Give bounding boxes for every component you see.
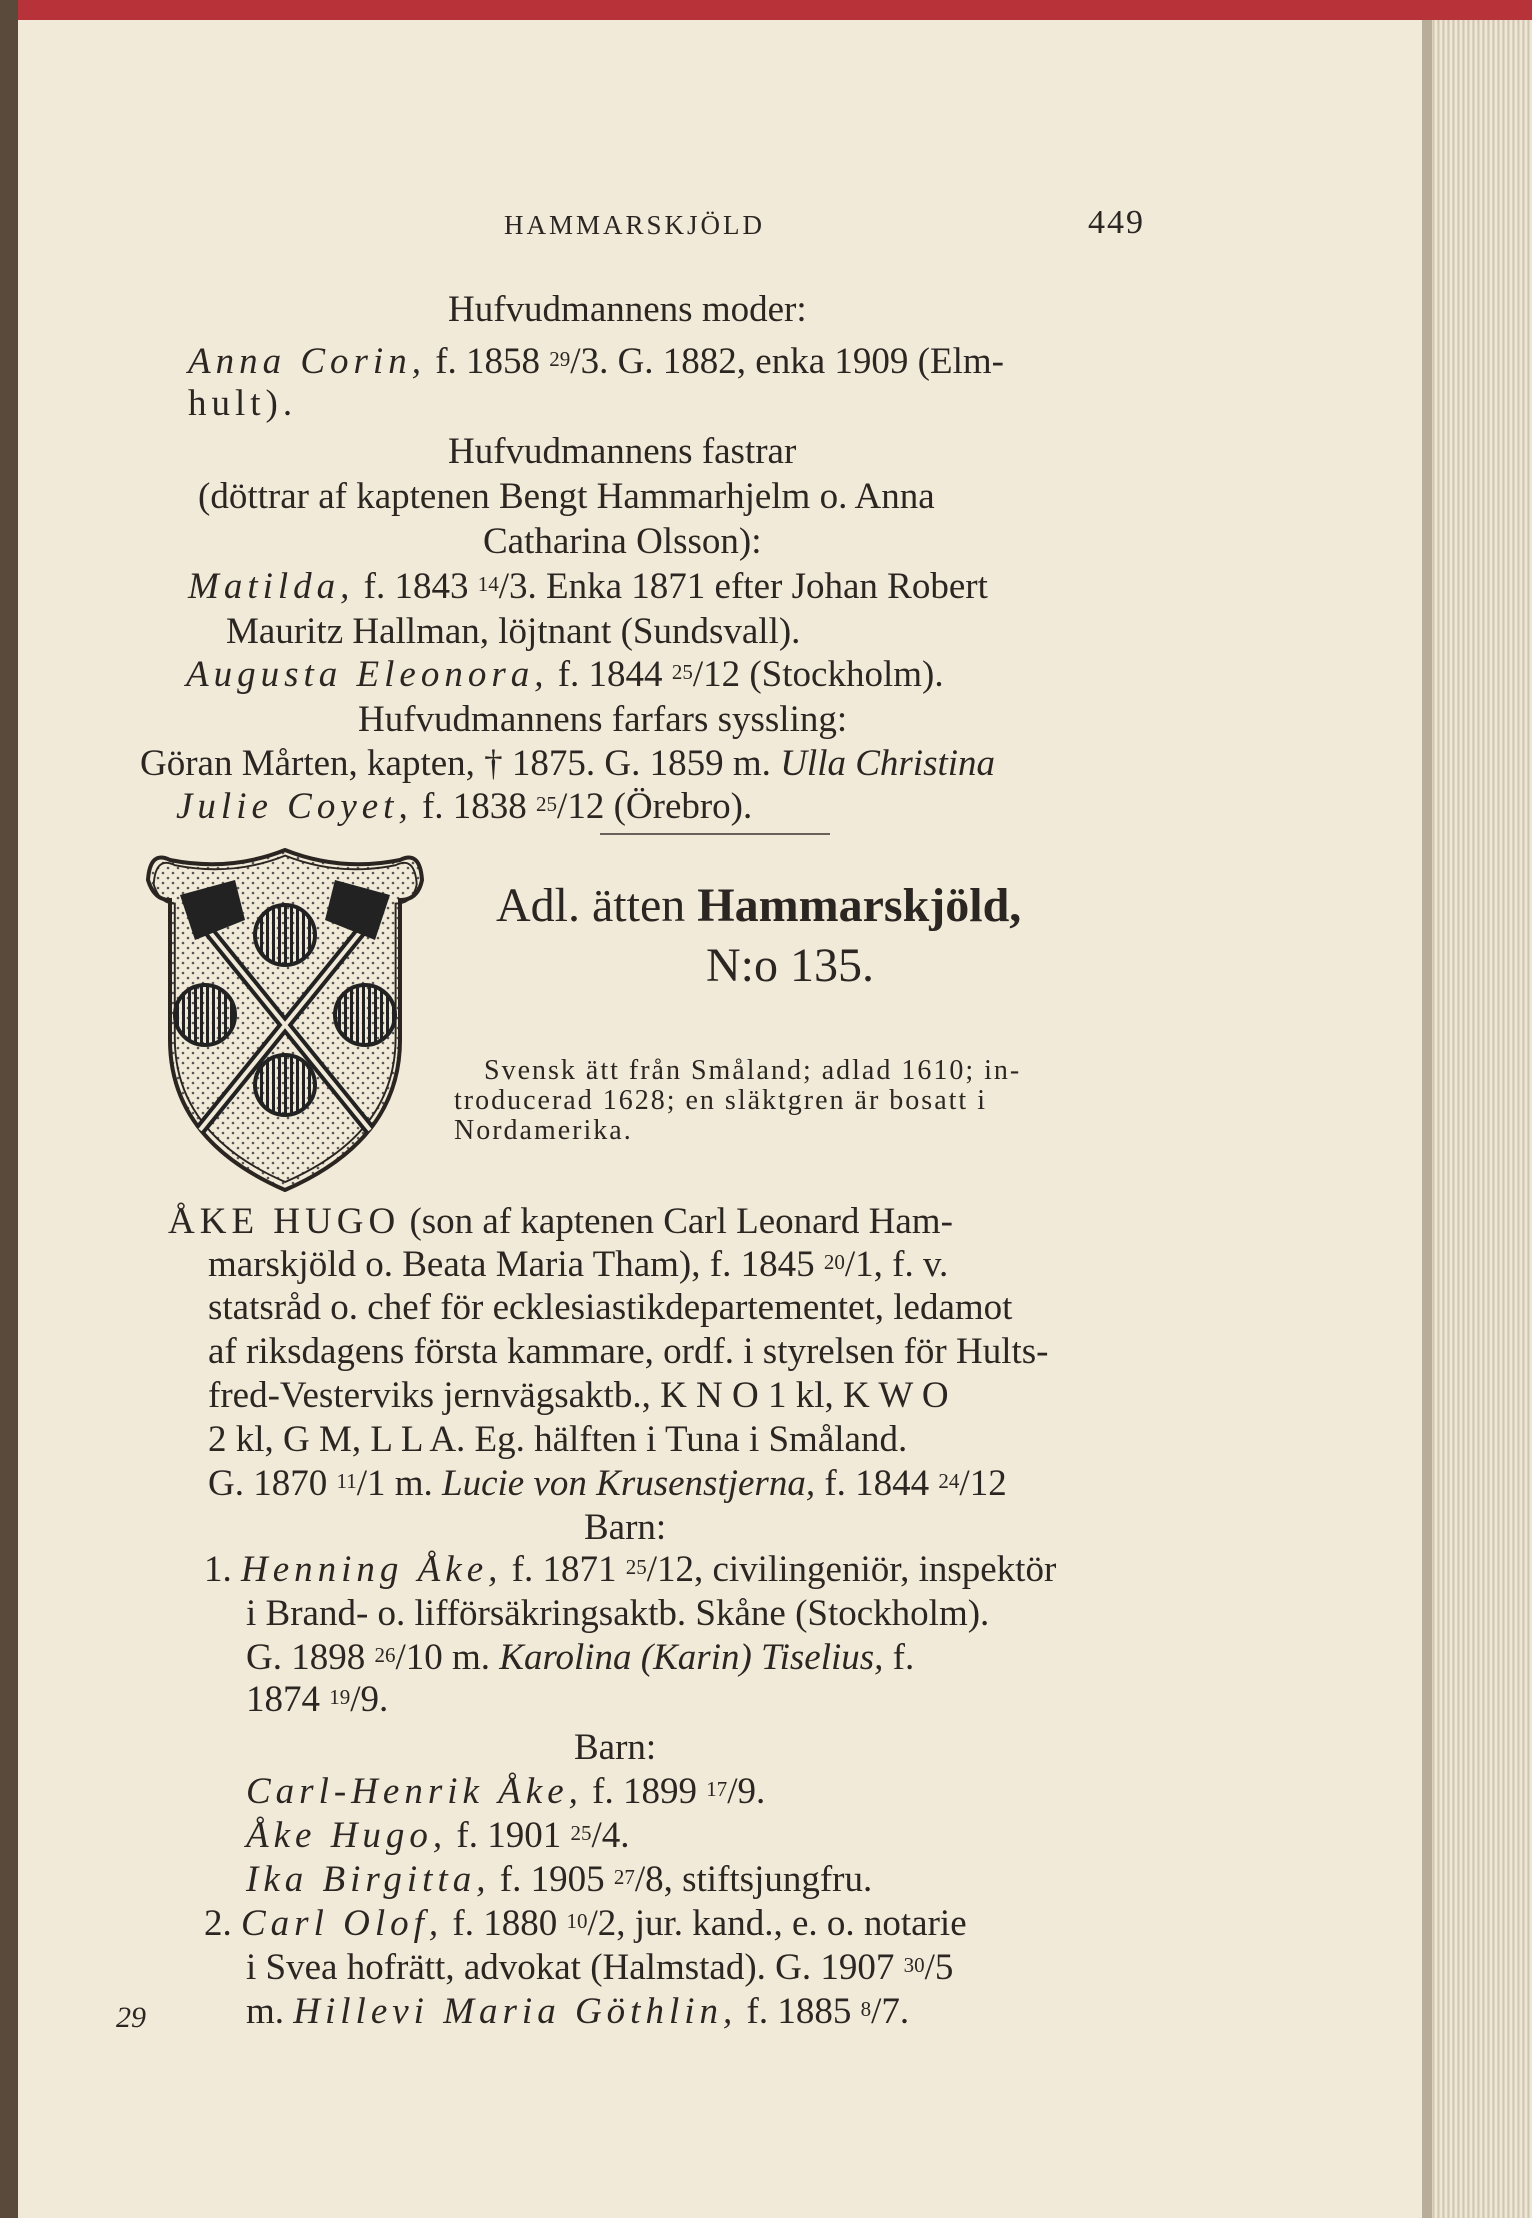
section-heading-aunts: Hufvudmannens fastrar xyxy=(448,431,797,472)
child-entry-line: 1. Henning Åke, f. 1871 $^{25}$/12, civilingeniör, inspektör xyxy=(204,1549,1057,1590)
head-entry-line: ÅKE HUGO (son af kaptenen Carl Leonard Ham- xyxy=(168,1201,953,1242)
family-note-line: troducerad 1628; en släktgren är bosatt i xyxy=(454,1085,987,1116)
child-entry-line: G. 1898 $^{26}$/10 m. Karolina (Karin) Tiselius, f. xyxy=(246,1637,915,1678)
family-title: Adl. ätten Hammarskjöld, xyxy=(496,879,1022,932)
page-number: 449 xyxy=(1088,204,1145,241)
child-entry-line: i Brand- o. lifförsäkringsaktb. Skåne (Stockholm). xyxy=(246,1593,990,1634)
entry-line: Göran Mårten, kapten, † 1875. G. 1859 m. Ulla Christina xyxy=(140,743,996,784)
child-entry-line: m. Hillevi Maria Göthlin, f. 1885 $^8$/7. xyxy=(246,1991,910,2032)
entry-line: (döttrar af kaptenen Bengt Hammarhjelm o. Anna xyxy=(198,476,935,517)
family-note-line: Svensk ätt från Småland; adlad 1610; in- xyxy=(484,1055,1022,1086)
section-heading-mother: Hufvudmannens moder: xyxy=(448,289,807,330)
grandchild-entry: Åke Hugo, f. 1901 $^{25}$/4. xyxy=(246,1815,630,1856)
head-entry-line: G. 1870 $^{11}$/1 m. Lucie von Krusenstjerna, f. 1844 $^{24}$/12 xyxy=(208,1463,1007,1504)
grandchild-entry: Carl-Henrik Åke, f. 1899 $^{17}$/9. xyxy=(246,1771,766,1812)
child-entry-line: 1874 $^{19}$/9. xyxy=(246,1679,389,1720)
section-divider xyxy=(600,833,830,835)
running-head-title: HAMMARSKJÖLD xyxy=(504,210,766,240)
child-entry-line: 2. Carl Olof, f. 1880 $^{10}$/2, jur. kand., e. o. notarie xyxy=(204,1903,967,1944)
grandchildren-heading: Barn: xyxy=(574,1727,657,1768)
grandchild-entry: Ika Birgitta, f. 1905 $^{27}$/8, stiftsjungfru. xyxy=(246,1859,873,1900)
head-entry-line: marskjöld o. Beata Maria Tham), f. 1845 $^{20}$/1, f. v. xyxy=(208,1244,949,1285)
family-note-line: Nordamerika. xyxy=(454,1115,633,1146)
entry-line: Mauritz Hallman, löjtnant (Sundsvall). xyxy=(226,611,801,652)
entry-line: Julie Coyet, f. 1838 $^{25}$/12 (Örebro). xyxy=(176,786,753,827)
entry-line: Catharina Olsson): xyxy=(483,521,762,562)
entry-line: Anna Corin, f. 1858 $^{29}$/3. G. 1882, enka 1909 (Elm- xyxy=(188,341,1004,382)
children-heading: Barn: xyxy=(584,1507,667,1548)
signature-mark: 29 xyxy=(116,2001,146,2034)
book-page xyxy=(18,20,1422,2218)
book-spine xyxy=(0,0,18,2218)
family-number: N:o 135. xyxy=(706,939,874,992)
head-entry-line: af riksdagens första kammare, ordf. i styrelsen för Hults- xyxy=(208,1331,1049,1372)
entry-line: hult). xyxy=(188,383,298,424)
coat-of-arms-icon xyxy=(140,840,430,1200)
head-entry-line: 2 kl, G M, L L A. Eg. hälften i Tuna i Småland. xyxy=(208,1419,908,1460)
section-heading-cousin: Hufvudmannens farfars syssling: xyxy=(358,699,848,740)
head-entry-line: fred-Vesterviks jernvägsaktb., K N O 1 kl, K W O xyxy=(208,1375,949,1416)
page-edges xyxy=(1420,20,1532,2218)
child-entry-line: i Svea hofrätt, advokat (Halmstad). G. 1907 $^{30}$/5 xyxy=(246,1947,954,1988)
entry-line: Augusta Eleonora, f. 1844 $^{25}$/12 (Stockholm). xyxy=(186,654,944,695)
entry-line: Matilda, f. 1843 $^{14}$/3. Enka 1871 efter Johan Robert xyxy=(188,566,988,607)
head-entry-line: statsråd o. chef för ecklesiastikdepartementet, ledamot xyxy=(208,1287,1013,1328)
